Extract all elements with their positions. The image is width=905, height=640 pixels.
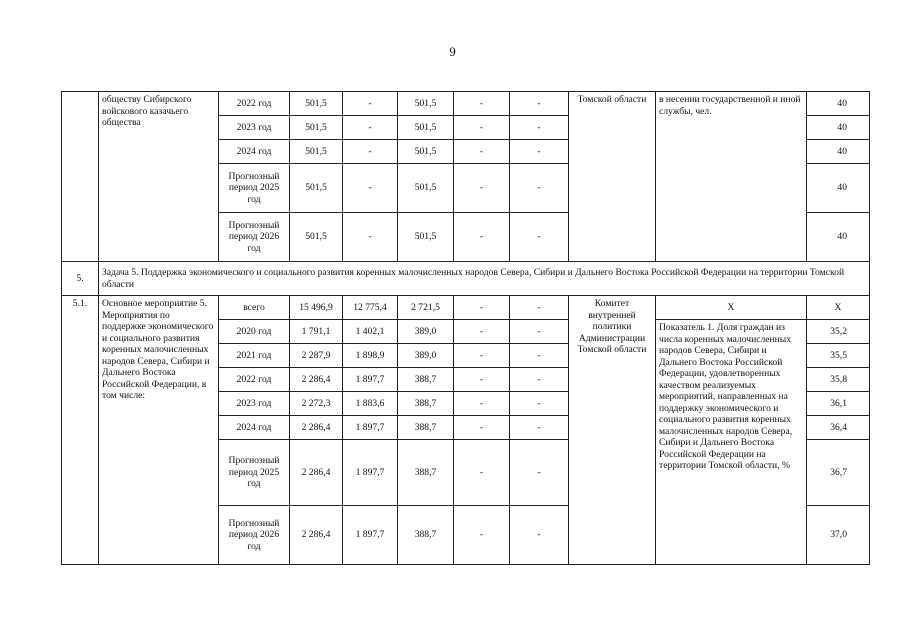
value-cell: 389,0 [398,344,454,368]
year-cell: Прогнозный период 2025 год [219,440,290,506]
table-row [62,296,870,320]
value-cell: 388,7 [398,416,454,440]
total-cell: 501,5 [290,213,343,262]
indicator-value: 36,1 [807,392,870,416]
total-cell: 1 791,1 [290,320,343,344]
value-cell: 501,5 [398,116,454,140]
value-cell: 1 897,7 [343,368,398,392]
total-cell: 2 287,9 [290,344,343,368]
value-cell: 1 897,7 [343,416,398,440]
table-row [62,92,870,116]
value-cell: - [510,92,569,116]
value-cell: - [510,506,569,565]
value-cell: 501,5 [398,92,454,116]
indicator-text: в несении государственной и иной службы, чел. [656,92,807,262]
indicator-value: 40 [807,164,870,213]
indicator-value: 40 [807,92,870,116]
value-cell: - [510,116,569,140]
value-cell: - [454,213,510,262]
value-cell: - [510,416,569,440]
value-cell: - [343,116,398,140]
value-cell: - [510,344,569,368]
value-cell: - [454,140,510,164]
value-cell: 501,5 [398,140,454,164]
total-cell: 2 286,4 [290,506,343,565]
total-cell: 501,5 [290,164,343,213]
total-cell: 501,5 [290,116,343,140]
value-cell: - [343,213,398,262]
year-cell: 2024 год [219,416,290,440]
value-cell: - [454,416,510,440]
value-cell: - [510,392,569,416]
indicator-value: 37,0 [807,506,870,565]
value-cell: 1 402,1 [343,320,398,344]
value-cell: - [454,296,510,320]
indicator-value: 35,5 [807,344,870,368]
total-cell: 501,5 [290,140,343,164]
total-cell: 2 286,4 [290,440,343,506]
indicator-value: 36,7 [807,440,870,506]
value-cell: 1 897,7 [343,440,398,506]
value-cell: - [454,368,510,392]
year-cell: 2022 год [219,368,290,392]
value-cell: 12 775,4 [343,296,398,320]
total-cell: 2 286,4 [290,416,343,440]
indicator-value: 40 [807,213,870,262]
indicator-value: 40 [807,140,870,164]
value-cell: 388,7 [398,368,454,392]
total-cell: 501,5 [290,92,343,116]
value-cell: 388,7 [398,440,454,506]
value-cell: 388,7 [398,506,454,565]
year-cell: 2022 год [219,92,290,116]
indicator-value: 35,2 [807,320,870,344]
value-cell: 1 898,9 [343,344,398,368]
year-cell: Прогнозный период 2026 год [219,213,290,262]
value-cell: - [510,320,569,344]
value-cell: - [454,344,510,368]
indicator-header: Х [656,296,807,320]
value-cell: - [510,296,569,320]
total-cell: 2 272,3 [290,392,343,416]
activity-description: обществу Сибирского войскового казачьего общества [99,92,219,262]
year-cell: всего [219,296,290,320]
row-number-cell [62,92,99,262]
year-cell: Прогнозный период 2026 год [219,506,290,565]
value-cell: - [510,164,569,213]
value-cell: - [343,164,398,213]
total-cell: 2 286,4 [290,368,343,392]
value-cell: 389,0 [398,320,454,344]
value-cell: - [510,213,569,262]
value-cell: - [343,140,398,164]
task-row [62,262,870,296]
year-cell: 2023 год [219,116,290,140]
value-cell: - [454,440,510,506]
value-cell: - [510,368,569,392]
value-cell: - [454,506,510,565]
indicator-value: 40 [807,116,870,140]
program-table [61,91,870,565]
value-cell: 1 883,6 [343,392,398,416]
value-cell: - [454,92,510,116]
task-number: 5. [62,262,99,296]
task-title: Задача 5. Поддержка экономического и социального развития коренных малочисленных народов Севера, Сибири и Дальнего Востока Российской Федерации на территории Томской области [99,262,870,296]
indicator-value-header: Х [807,296,870,320]
value-cell: - [343,92,398,116]
value-cell: 501,5 [398,164,454,213]
value-cell: - [454,320,510,344]
value-cell: - [454,116,510,140]
value-cell: 2 721,5 [398,296,454,320]
activity-description: Основное мероприятие 5. Мероприятия по поддержке экономического и социального развития коренных малочисленных народов Севера, Сибири и Дальнего Востока Российской Федерации, в том числе: [99,296,219,565]
value-cell: 388,7 [398,392,454,416]
value-cell: - [510,140,569,164]
value-cell: 1 897,7 [343,506,398,565]
total-cell: 15 496,9 [290,296,343,320]
responsible-executor: Комитет внутренней политики Администрации Томской области [569,296,656,565]
value-cell: - [454,392,510,416]
value-cell: - [454,164,510,213]
indicator-value: 36,4 [807,416,870,440]
year-cell: 2023 год [219,392,290,416]
year-cell: 2024 год [219,140,290,164]
indicator-value: 35,8 [807,368,870,392]
year-cell: 2021 год [219,344,290,368]
activity-number: 5.1. [62,296,99,565]
year-cell: 2020 год [219,320,290,344]
value-cell: 501,5 [398,213,454,262]
year-cell: Прогнозный период 2025 год [219,164,290,213]
responsible-executor: Томской области [569,92,656,262]
page-number: 9 [449,44,456,59]
indicator-text: Показатель 1. Доля граждан из числа коренных малочисленных народов Севера, Сибири и Дальнего Востока Российской Федерации, удовлетворенных качеством реализуемых мероприятий, направленных на поддержку экономического и социального развития коренных малочисленных народов Севера, Сибири и Дальнего Востока Российской Федерации на территории Томской области, % [656,320,807,565]
value-cell: - [510,440,569,506]
